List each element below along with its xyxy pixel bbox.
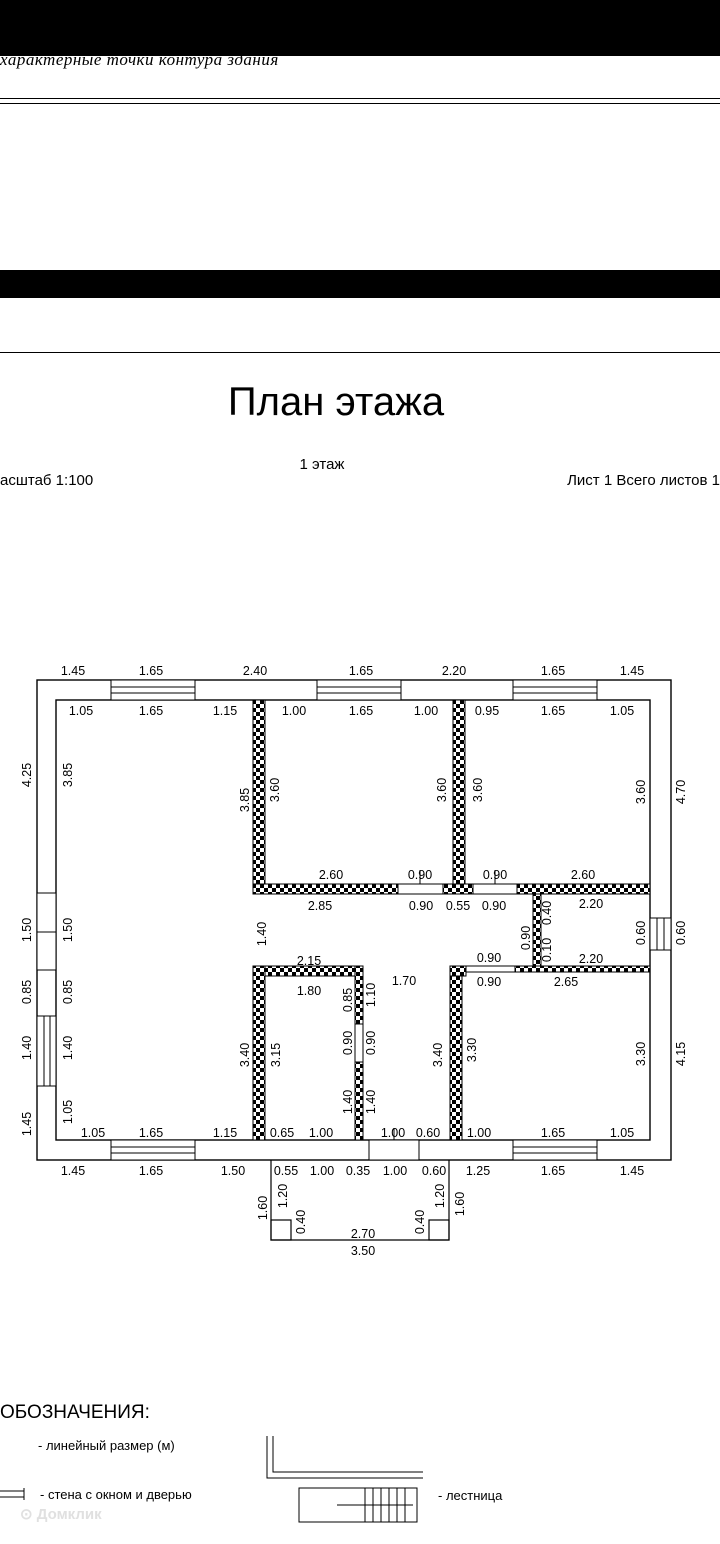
legend-wall: - стена с окном и дверью (40, 1487, 192, 1502)
dim-label-bottom-outer-5: 0.35 (345, 1164, 371, 1178)
dim-label-bath-5: 0.90 (364, 1030, 378, 1056)
dim-label-bottom-inner-8: 1.65 (540, 1126, 566, 1140)
dim-label-bottom-outer-8: 1.25 (465, 1164, 491, 1178)
dim-label-bottom-inner-3: 0.65 (269, 1126, 295, 1140)
dim-label-mid-walls-0: 3.85 (238, 787, 252, 813)
dim-label-top-outer-0: 1.45 (60, 664, 86, 678)
header-caption: характерные точки контура здания (0, 50, 279, 69)
dim-label-bath-9: 1.40 (255, 921, 269, 947)
dim-label-top-outer-3: 1.65 (348, 664, 374, 678)
dim-label-bath-8: 1.70 (391, 974, 417, 988)
dim-label-top-inner-7: 1.65 (540, 704, 566, 718)
dim-label-bath-2: 0.85 (341, 987, 355, 1013)
dim-label-right-inner-0: 3.60 (634, 779, 648, 805)
dim-label-corridor-top-2: 0.90 (482, 868, 508, 882)
floor-plan (0, 650, 720, 1270)
dim-label-small-room-5: 0.90 (476, 975, 502, 989)
dim-label-left-inner-0: 3.85 (61, 762, 75, 788)
dim-label-right-inner-1: 0.60 (634, 920, 648, 946)
dim-label-bath-6: 1.40 (341, 1089, 355, 1115)
dim-label-top-inner-1: 1.65 (138, 704, 164, 718)
floor-label: 1 этаж (299, 456, 345, 473)
dim-label-right-outer-0: 4.70 (674, 779, 688, 805)
dim-label-top-outer-5: 1.65 (540, 664, 566, 678)
dim-label-mid-walls-1: 3.60 (268, 777, 282, 803)
divider-line-3 (0, 352, 720, 353)
dim-label-bottom-inner-1: 1.65 (138, 1126, 164, 1140)
dim-label-left-inner-3: 1.40 (61, 1035, 75, 1061)
dim-label-bottom-outer-9: 1.65 (540, 1164, 566, 1178)
dim-label-porch-3: 2.70 (350, 1227, 376, 1241)
dim-label-left-outer-3: 1.40 (20, 1035, 34, 1061)
dim-label-bottom-outer-7: 0.60 (421, 1164, 447, 1178)
dim-label-bath-1: 1.80 (296, 984, 322, 998)
dim-label-left-outer-0: 4.25 (20, 762, 34, 788)
dim-label-corridor-bottom-3: 0.90 (481, 899, 507, 913)
dim-label-mid-walls-3: 3.60 (471, 777, 485, 803)
middle-black-bar (0, 270, 720, 298)
dim-label-porch-1: 1.20 (276, 1183, 290, 1209)
dim-label-left-outer-4: 1.45 (20, 1111, 34, 1137)
dim-label-mid-walls-6: 3.40 (431, 1042, 445, 1068)
watermark-logo: ⊙ Домклик (20, 1506, 102, 1523)
dim-label-bath-0: 2.15 (296, 954, 322, 968)
dim-label-mid-walls-7: 3.30 (465, 1037, 479, 1063)
dim-label-bottom-inner-7: 1.00 (466, 1126, 492, 1140)
dim-label-bottom-outer-3: 0.55 (273, 1164, 299, 1178)
legend-stairs: - лестница (438, 1488, 503, 1503)
dim-label-top-inner-5: 1.00 (413, 704, 439, 718)
dim-label-bath-3: 1.10 (364, 982, 378, 1008)
outer-wall (37, 680, 671, 1160)
scale-label: асштаб 1:100 (0, 472, 94, 489)
divider-line-2 (0, 103, 720, 104)
dim-label-bath-4: 0.90 (341, 1030, 355, 1056)
dim-label-right-inner-2: 3.30 (634, 1041, 648, 1067)
dim-label-bottom-outer-4: 1.00 (309, 1164, 335, 1178)
dim-label-porch-4: 0.40 (413, 1209, 427, 1235)
dim-label-top-inner-2: 1.15 (212, 704, 238, 718)
sheet-label: Лист 1 Всего листов 1 (567, 472, 720, 489)
dim-label-corridor-bottom-1: 0.90 (408, 899, 434, 913)
dim-label-porch-5: 1.20 (433, 1183, 447, 1209)
dim-label-bottom-inner-2: 1.15 (212, 1126, 238, 1140)
dim-label-top-inner-0: 1.05 (68, 704, 94, 718)
dim-label-porch-2: 0.40 (294, 1209, 308, 1235)
dim-label-left-inner-1: 1.50 (61, 917, 75, 943)
dim-label-small-room-1: 0.10 (540, 937, 554, 963)
dim-label-bottom-outer-1: 1.65 (138, 1164, 164, 1178)
dim-label-bottom-inner-5: 1.00 (380, 1126, 406, 1140)
dim-label-mid-walls-5: 3.15 (269, 1042, 283, 1068)
dim-label-left-inner-4: 1.05 (61, 1099, 75, 1125)
dim-label-bottom-inner-4: 1.00 (308, 1126, 334, 1140)
dimension-labels (20, 664, 688, 1258)
internal-walls (253, 700, 650, 1140)
legend-stairs-icon (265, 1436, 435, 1526)
dim-label-corridor-bottom-0: 2.85 (307, 899, 333, 913)
dim-label-porch-6: 1.60 (453, 1191, 467, 1217)
dim-label-bottom-inner-0: 1.05 (80, 1126, 106, 1140)
dim-label-mid-walls-2: 3.60 (435, 777, 449, 803)
dim-label-mid-walls-4: 3.40 (238, 1042, 252, 1068)
legend-title: ОБОЗНАЧЕНИЯ: (0, 1402, 150, 1423)
dim-label-corridor-top-0: 2.60 (318, 868, 344, 882)
dim-label-right-outer-1: 0.60 (674, 920, 688, 946)
dim-label-bottom-inner-6: 0.60 (415, 1126, 441, 1140)
windows (37, 680, 671, 1160)
dim-label-small-room-2: 0.90 (519, 925, 533, 951)
dim-label-top-outer-6: 1.45 (619, 664, 645, 678)
legend-wall-icon (0, 1488, 36, 1502)
dim-label-small-room-3: 0.90 (476, 951, 502, 965)
dim-label-left-outer-2: 0.85 (20, 979, 34, 1005)
dim-label-right-outer-2: 4.15 (674, 1041, 688, 1067)
dim-label-left-inner-2: 0.85 (61, 979, 75, 1005)
plan-title: План этажа (227, 380, 445, 424)
dim-label-small-room-0: 0.40 (540, 900, 554, 926)
dim-label-top-inner-4: 1.65 (348, 704, 374, 718)
dim-label-top-inner-6: 0.95 (474, 704, 500, 718)
dim-label-bath-7: 1.40 (364, 1089, 378, 1115)
dim-label-small-room-4: 2.20 (578, 952, 604, 966)
dim-label-top-inner-3: 1.00 (281, 704, 307, 718)
dim-label-corridor-top-3: 2.60 (570, 868, 596, 882)
dim-label-corridor-bottom-4: 2.20 (578, 897, 604, 911)
dim-label-small-room-6: 2.65 (553, 975, 579, 989)
dim-label-top-outer-2: 2.40 (242, 664, 268, 678)
dim-label-bottom-outer-0: 1.45 (60, 1164, 86, 1178)
top-black-bar (0, 0, 720, 56)
dim-label-bottom-inner-9: 1.05 (609, 1126, 635, 1140)
dim-label-porch-7: 3.50 (350, 1244, 376, 1258)
dim-label-corridor-top-1: 0.90 (407, 868, 433, 882)
dim-label-bottom-outer-10: 1.45 (619, 1164, 645, 1178)
dim-label-bottom-outer-2: 1.50 (220, 1164, 246, 1178)
divider-line-1 (0, 98, 720, 99)
dim-label-porch-0: 1.60 (256, 1195, 270, 1221)
legend-linear: - линейный размер (м) (38, 1438, 175, 1453)
dim-label-top-outer-4: 2.20 (441, 664, 467, 678)
dim-label-bottom-outer-6: 1.00 (382, 1164, 408, 1178)
dim-label-top-outer-1: 1.65 (138, 664, 164, 678)
dim-label-top-inner-8: 1.05 (609, 704, 635, 718)
dim-label-left-outer-1: 1.50 (20, 917, 34, 943)
dim-label-corridor-bottom-2: 0.55 (445, 899, 471, 913)
doors (355, 870, 517, 1160)
